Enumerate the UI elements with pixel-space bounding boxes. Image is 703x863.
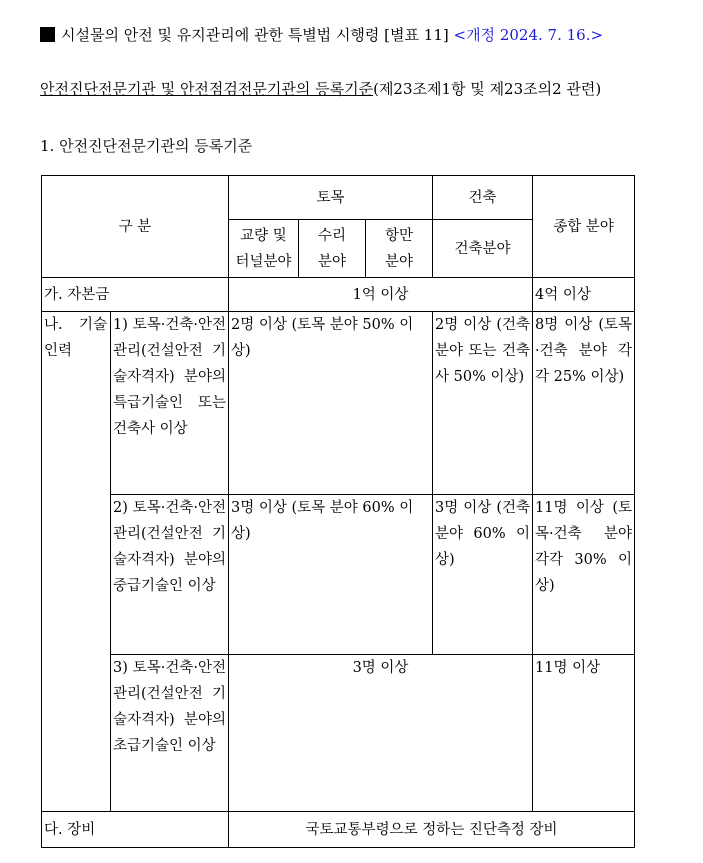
- row-capital-label: 가. 자본금: [42, 278, 229, 312]
- tech-row-1-comprehensive: 8명 이상 (토목·건축 분야 각각 25% 이상): [533, 312, 635, 495]
- tech-row-2-comprehensive: 11명 이상 (토목·건축 분야 각각 30% 이상): [533, 495, 635, 655]
- subtitle-main: 안전진단전문기관 및 안전점검전문기관의 등록기준: [40, 80, 374, 98]
- header-division: 구 분: [42, 176, 229, 278]
- row-capital-civil-building: 1억 이상: [229, 278, 533, 312]
- revision-link[interactable]: <개정 2024. 7. 16.>: [453, 26, 604, 44]
- tech-row-1-building: 2명 이상 (건축 분야 또는 건축사 50% 이상): [433, 312, 533, 495]
- tech-row-3-comprehensive: 11명 이상: [533, 655, 635, 812]
- tech-row-1-civil: 2명 이상 (토목 분야 50% 이상): [229, 312, 433, 495]
- tech-row-2-desc: 2) 토목·건축·안전관리(건설안전 기술자격자) 분야의 중급기술인 이상: [111, 495, 229, 655]
- tech-row-3-desc: 3) 토목·건축·안전관리(건설안전 기술자격자) 분야의 초급기술인 이상: [111, 655, 229, 812]
- header-civil: 토목: [229, 176, 433, 220]
- header-port: [366, 220, 433, 278]
- document-subtitle: [40, 78, 601, 99]
- header-water-text: 수리 분야: [317, 227, 346, 270]
- row-tech-label: [42, 312, 111, 812]
- header-bridge-tunnel: [229, 220, 299, 278]
- subtitle-ref: (제23조제1항 및 제23조의2 관련): [373, 80, 602, 98]
- header-building: 건축: [433, 176, 533, 220]
- row-equipment-value: 국토교통부령으로 정하는 진단측정 장비: [229, 812, 635, 848]
- header-port-text: 항만 분야: [384, 227, 413, 270]
- document-title: [40, 24, 603, 45]
- row-tech-label-text: 나. 기술인력: [44, 317, 107, 359]
- black-square-icon: [40, 27, 55, 42]
- tech-row-2-civil: 3명 이상 (토목 분야 60% 이상): [229, 495, 433, 655]
- tech-row-3-civil-building: 3명 이상: [229, 655, 533, 812]
- header-bridge-tunnel-text: 교량 및 터널분야: [235, 227, 292, 270]
- row-capital-comprehensive: 4억 이상: [533, 278, 635, 312]
- header-building-field: 건축분야: [433, 220, 533, 278]
- registration-criteria-table: [41, 175, 635, 848]
- title-text: 시설물의 안전 및 유지관리에 관한 특별법 시행령 [별표 11]: [61, 26, 449, 44]
- header-comprehensive: 종합 분야: [533, 176, 635, 278]
- tech-row-2-building: 3명 이상 (건축 분야 60% 이상): [433, 495, 533, 655]
- tech-row-1-desc: 1) 토목·건축·안전관리(건설안전 기술자격자) 분야의 특급기술인 또는 건축사 이상: [111, 312, 229, 495]
- row-equipment-label: 다. 장비: [42, 812, 229, 848]
- section-heading: 1. 안전진단전문기관의 등록기준: [40, 137, 253, 155]
- header-water: [299, 220, 366, 278]
